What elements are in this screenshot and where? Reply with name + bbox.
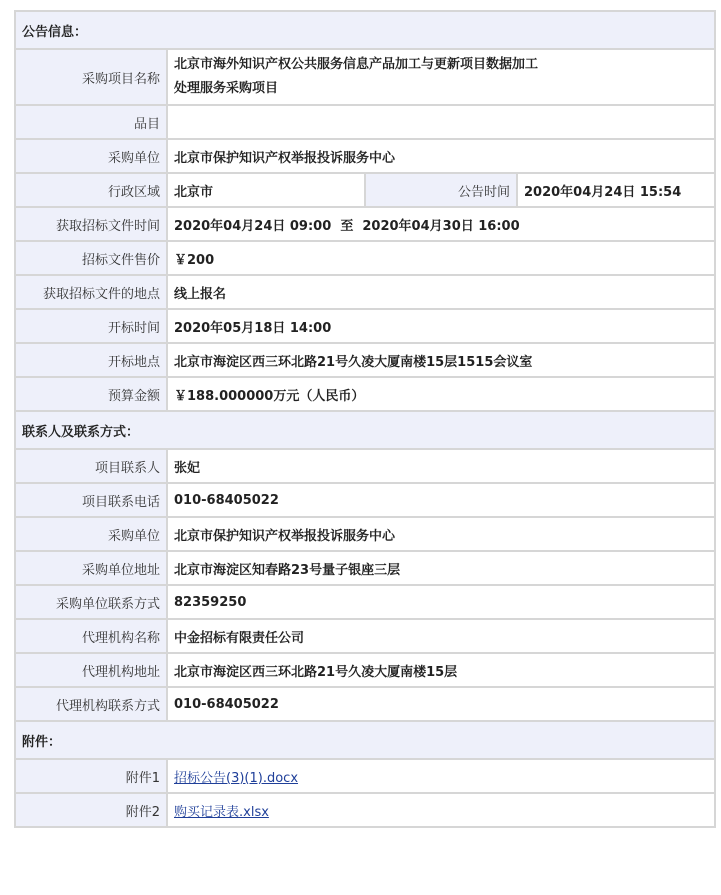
purchaser-contact-label: 采购单位联系方式 [15, 585, 167, 619]
attachment-1-cell [167, 759, 715, 793]
agency-name-value: 中金招标有限责任公司 [167, 619, 715, 653]
publish-time-label: 公告时间 [365, 173, 517, 207]
region-value: 北京市 [167, 173, 365, 207]
section-heading-contacts: 联系人及联系方式： [15, 411, 715, 449]
project-name-line1: 北京市海外知识产权公共服务信息产品加工与更新项目数据加工 [174, 57, 539, 72]
purchaser-address-label: 采购单位地址 [15, 551, 167, 585]
attachment-2-label: 附件2 [15, 793, 167, 827]
agency-name-label: 代理机构名称 [15, 619, 167, 653]
contact-purchaser-label: 采购单位 [15, 517, 167, 551]
agency-address-value: 北京市海淀区西三环北路21号久凌大厦南楼15层 [167, 653, 715, 687]
doc-time-value: 2020年04月24日 09:00 至 2020年04月30日 16:00 [167, 207, 715, 241]
budget-value: ￥188.000000万元（人民币） [167, 377, 715, 411]
contact-person-value: 张妃 [167, 449, 715, 483]
doc-location-value: 线上报名 [167, 275, 715, 309]
announcement-info-table [14, 10, 716, 828]
doc-time-label: 获取招标文件时间 [15, 207, 167, 241]
purchaser-label: 采购单位 [15, 139, 167, 173]
agency-contact-value: 010-68405022 [167, 687, 715, 721]
project-name-value [167, 49, 715, 105]
doc-price-value: ￥200 [167, 241, 715, 275]
purchaser-value: 北京市保护知识产权举报投诉服务中心 [167, 139, 715, 173]
attachment-1-link[interactable]: 招标公告(3)(1).docx [174, 770, 299, 786]
publish-time-value: 2020年04月24日 15:54 [517, 173, 715, 207]
contact-phone-label: 项目联系电话 [15, 483, 167, 517]
item-value [167, 105, 715, 139]
attachment-2-cell [167, 793, 715, 827]
region-label: 行政区域 [15, 173, 167, 207]
purchaser-contact-value: 82359250 [167, 585, 715, 619]
project-name-label: 采购项目名称 [15, 49, 167, 105]
agency-address-label: 代理机构地址 [15, 653, 167, 687]
item-label: 品目 [15, 105, 167, 139]
open-time-label: 开标时间 [15, 309, 167, 343]
purchaser-address-value: 北京市海淀区知春路23号量子银座三层 [167, 551, 715, 585]
contact-person-label: 项目联系人 [15, 449, 167, 483]
doc-price-label: 招标文件售价 [15, 241, 167, 275]
section-heading-attachments: 附件： [15, 721, 715, 759]
open-location-label: 开标地点 [15, 343, 167, 377]
section-heading-announcement: 公告信息： [15, 11, 715, 49]
agency-contact-label: 代理机构联系方式 [15, 687, 167, 721]
contact-phone-value: 010-68405022 [167, 483, 715, 517]
open-time-value: 2020年05月18日 14:00 [167, 309, 715, 343]
project-name-line2: 处理服务采购项目 [174, 81, 279, 96]
contact-purchaser-value: 北京市保护知识产权举报投诉服务中心 [167, 517, 715, 551]
attachment-1-label: 附件1 [15, 759, 167, 793]
attachment-2-link[interactable]: 购买记录表.xlsx [174, 804, 269, 820]
budget-label: 预算金额 [15, 377, 167, 411]
open-location-value: 北京市海淀区西三环北路21号久凌大厦南楼15层1515会议室 [167, 343, 715, 377]
doc-location-label: 获取招标文件的地点 [15, 275, 167, 309]
